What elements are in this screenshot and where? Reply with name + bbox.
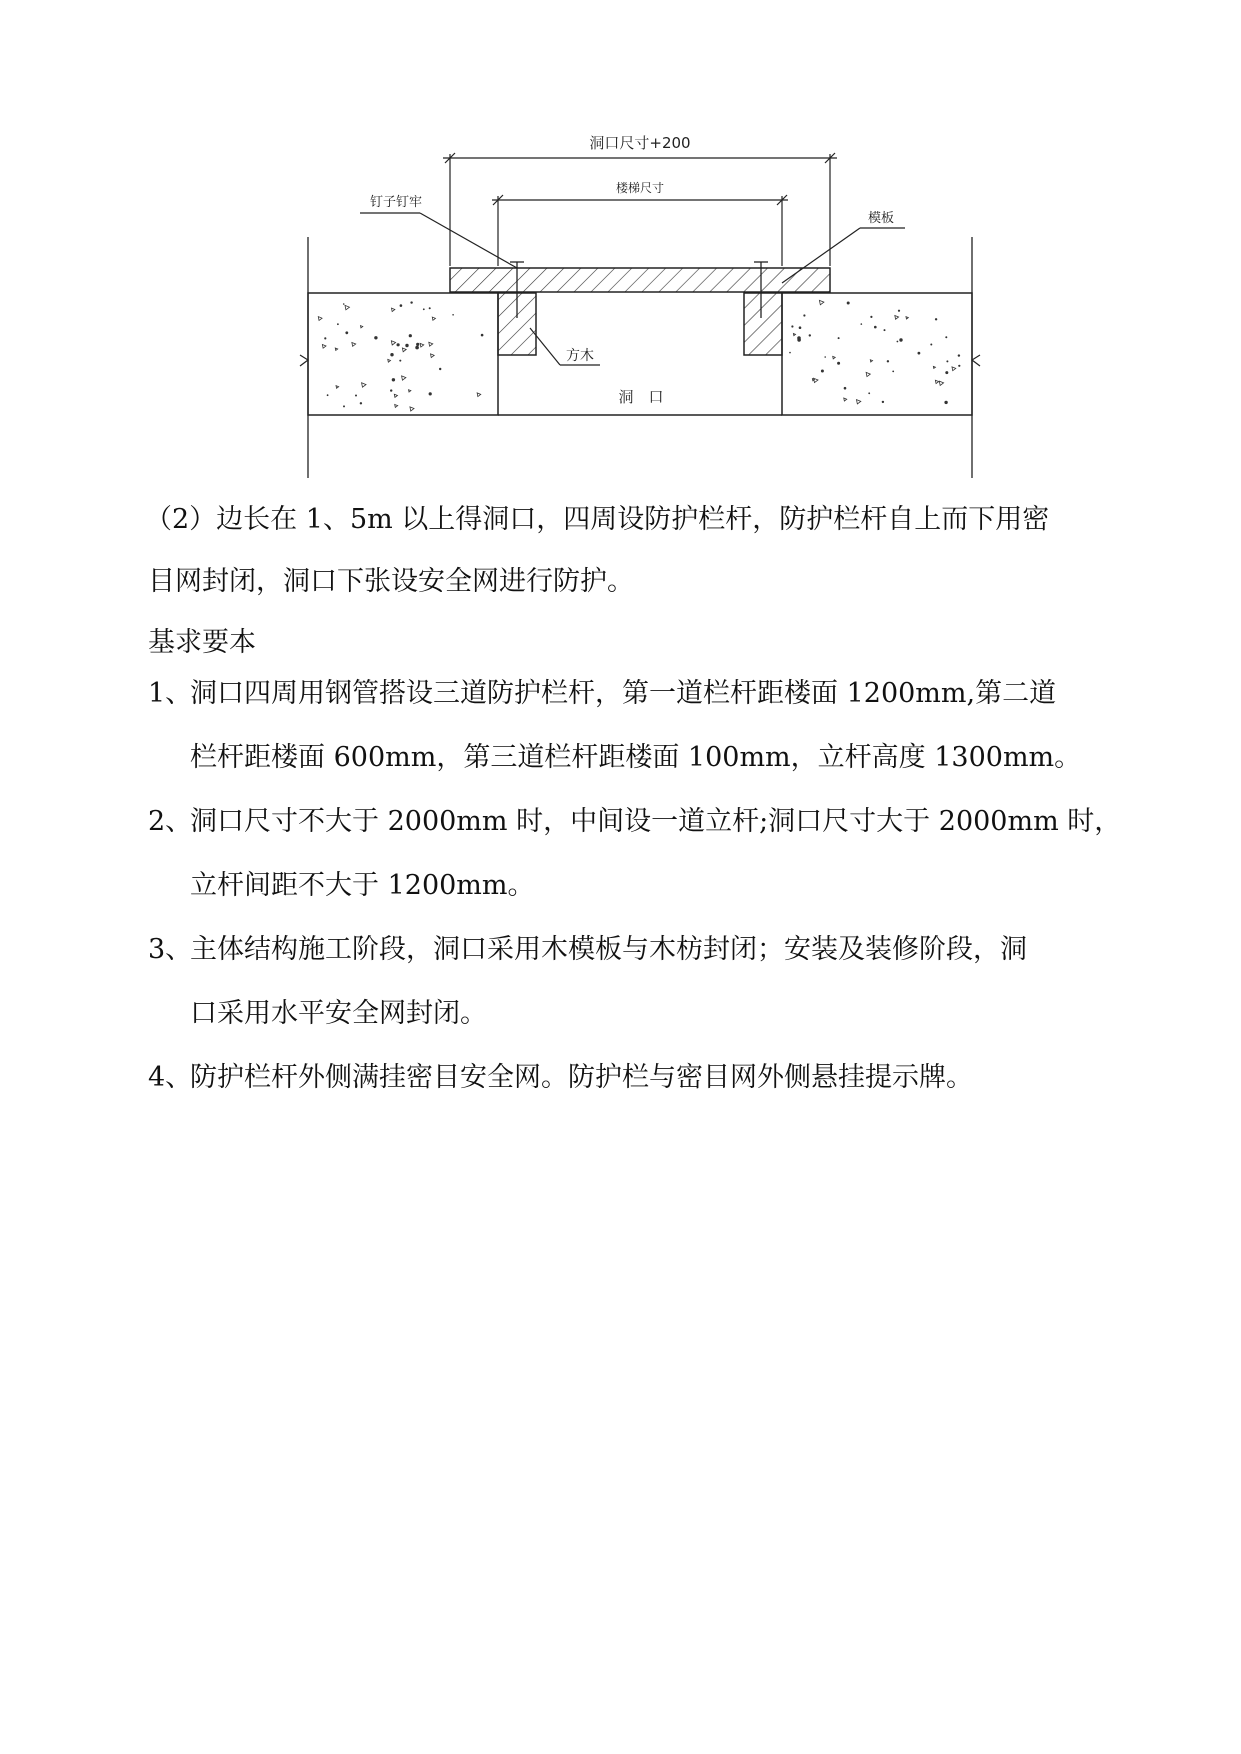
opening-label: 洞 口 (618, 388, 664, 406)
dimension-outer-label: 洞口尺寸+200 (589, 134, 691, 152)
speckle-dot (882, 401, 884, 403)
square-timber-right (744, 293, 782, 355)
speckle-aggregate (388, 359, 391, 362)
speckle-aggregate (431, 354, 435, 358)
item1-number: 1、 (148, 678, 193, 709)
speckle-dot (935, 318, 937, 320)
speckle-dot (918, 352, 921, 355)
dimension-inner-label: 楼梯尺寸 (615, 181, 665, 195)
speckle-aggregate (409, 390, 411, 392)
speckle-aggregate (477, 393, 481, 397)
speckle-dot (423, 308, 425, 310)
speckle-dot (429, 307, 431, 309)
speckle-dot (868, 392, 870, 394)
speckle-dot (899, 338, 902, 341)
speckle-dot (844, 387, 847, 390)
speckle-dot (400, 304, 403, 307)
speckle-aggregate (391, 308, 394, 311)
speckle-dot (821, 370, 824, 373)
speckle-aggregate (318, 317, 322, 321)
speckle-dot (945, 336, 947, 338)
speckle-dot (343, 405, 345, 407)
speckle-dot (897, 341, 899, 343)
speckle-aggregate (866, 372, 870, 376)
speckle-dot (887, 360, 889, 362)
speckle-dot (945, 371, 948, 374)
speckle-aggregate (870, 360, 872, 362)
speckle-dot (405, 344, 408, 347)
dimension-outer (443, 153, 837, 266)
speckle-aggregate (352, 343, 356, 347)
item2-number: 2、 (148, 806, 193, 837)
speckle-dot (944, 401, 947, 404)
speckle-dot (360, 402, 362, 404)
speckle-aggregate (432, 317, 435, 320)
speckle-dot (791, 325, 793, 327)
speckle-dot (481, 334, 484, 337)
speckle-dot (824, 356, 826, 358)
speckle-aggregate (939, 381, 943, 385)
requirements-heading: 基求要本 (148, 627, 256, 658)
speckle-dot (324, 337, 326, 339)
speckle-aggregate (844, 398, 847, 401)
speckle-aggregate (819, 300, 823, 304)
item2-line2: 立杆间距不大于 1200mm。 (190, 870, 535, 901)
speckle-dot (946, 360, 948, 362)
speckle-dot (797, 336, 801, 340)
speckle-aggregate (394, 394, 397, 397)
speckle-aggregate (935, 380, 938, 383)
speckle-dot (399, 360, 401, 362)
speckle-aggregate (906, 317, 908, 319)
speckle-aggregate (345, 305, 349, 309)
speckle-dot (809, 334, 811, 336)
formwork-board (450, 268, 830, 292)
speckle-aggregate (420, 343, 424, 347)
speckle-dot (439, 368, 441, 370)
speckle-dot (343, 303, 345, 305)
speckle-dot (789, 352, 791, 354)
speckle-dot (874, 326, 877, 329)
speckle-dot (337, 323, 339, 325)
speckle-aggregate (429, 342, 433, 346)
speckle-dot (958, 354, 960, 356)
speckle-aggregate (856, 400, 860, 404)
speckle-dot (390, 389, 392, 391)
speckle-aggregate (322, 345, 326, 349)
speckle-aggregate (362, 383, 366, 387)
item1-line2: 栏杆距楼面 600mm，第三道栏杆距楼面 100mm，立杆高度 1300mm。 (190, 742, 1082, 773)
concrete-slab-right (782, 293, 972, 415)
speckle-dot (837, 362, 840, 365)
speckle-aggregate (395, 404, 398, 407)
speckle-dot (958, 365, 960, 367)
speckle-dot (355, 395, 357, 397)
speckle-dot (847, 302, 850, 305)
speckle-aggregate (335, 348, 337, 350)
speckle-aggregate (895, 315, 899, 319)
para2-line2: 目网封闭，洞口下张设安全网进行防护。 (148, 566, 634, 597)
speckle-dot (861, 323, 863, 325)
speckle-dot (397, 343, 400, 346)
speckle-dot (374, 336, 377, 339)
speckle-aggregate (814, 378, 818, 382)
speckle-dot (799, 326, 802, 329)
item3-number: 3、 (148, 934, 193, 965)
speckle-dot (803, 314, 805, 316)
opening-cover-detail-drawing (0, 0, 1241, 500)
speckle-dot (870, 316, 872, 318)
speckle-aggregate (336, 386, 339, 389)
item4-number: 4、 (148, 1062, 193, 1093)
speckle-dot (392, 378, 395, 381)
speckle-dot (345, 331, 348, 334)
concrete-slab-left (308, 293, 498, 415)
speckle-dot (416, 343, 419, 346)
speckle-dot (898, 310, 900, 312)
speckle-dot (415, 346, 419, 350)
speckle-dot (327, 394, 329, 396)
speckle-dot (452, 314, 454, 316)
speckle-aggregate (933, 366, 935, 368)
speckle-dot (390, 353, 393, 356)
dimension-inner (492, 195, 788, 266)
speckle-aggregate (952, 367, 956, 371)
item3-line1: 主体结构施工阶段，洞口采用木模板与木枋封闭；安装及装修阶段，洞 (190, 934, 1027, 965)
speckle-dot (409, 334, 412, 337)
speckle-aggregate (391, 341, 395, 345)
item3-line2: 口采用水平安全网封闭。 (190, 998, 487, 1029)
speckle-aggregate (793, 333, 795, 335)
speckle-dot (429, 392, 432, 395)
speckle-dot (892, 371, 894, 373)
speckle-aggregate (402, 376, 406, 380)
square-timber-label: 方木 (566, 348, 594, 364)
item1-line1: 洞口四周用钢管搭设三道防护栏杆，第一道栏杆距楼面 1200mm,第二道 (190, 678, 1057, 709)
speckle-dot (410, 301, 412, 303)
nail-label: 钉子钉牢 (370, 195, 423, 210)
speckle-dot (930, 344, 932, 346)
speckle-aggregate (833, 356, 836, 359)
speckle-aggregate (360, 326, 362, 328)
speckle-dot (884, 329, 886, 331)
item4-line1: 防护栏杆外侧满挂密目安全网。防护栏与密目网外侧悬挂提示牌。 (190, 1062, 973, 1093)
item2-line1: 洞口尺寸不大于 2000mm 时，中间设一道立杆;洞口尺寸大于 2000mm 时， (190, 806, 1122, 837)
speckle-aggregate (410, 407, 414, 411)
formwork-label: 模板 (868, 211, 895, 226)
para2-line1: （2）边长在 1、5m 以上得洞口，四周设防护栏杆，防护栏杆自上而下用密 (145, 504, 1050, 535)
speckle-dot (838, 337, 840, 339)
speckle-aggregate (402, 348, 406, 352)
